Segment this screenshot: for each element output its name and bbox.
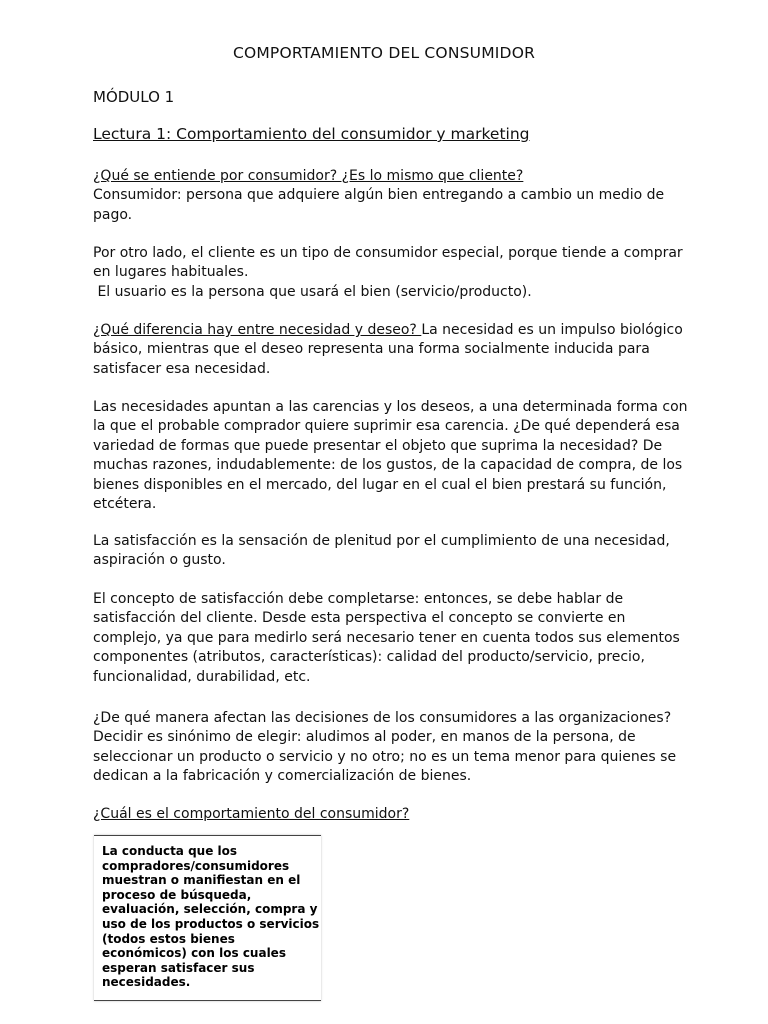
behavior-question-block: [93, 805, 693, 824]
consumer-question: ¿Qué se entiende por consumidor? ¿Es lo mismo que cliente?: [93, 168, 524, 184]
paragraph-line: etcétera.: [93, 496, 157, 513]
concept-paragraph: [93, 590, 693, 687]
paragraph-line: Decidir es sinónimo de elegir: aludimos al poder, en manos de la persona, de: [93, 729, 636, 746]
paragraph-line: [93, 321, 693, 340]
client-definition-block: [93, 244, 693, 302]
paragraph-line: bienes disponibles en el mercado, del lugar en el cual el bien prestará su función,: [93, 476, 667, 493]
paragraph-line: componentes (atributos, características): calidad del producto/servicio, precio,: [93, 649, 645, 666]
document-title: COMPORTAMIENTO DEL CONSUMIDOR: [232, 44, 536, 62]
paragraph-line: El concepto de satisfacción debe completarse: entonces, se debe hablar de: [93, 591, 624, 607]
paragraph-line: complejo, ya que para medirlo será necesario tener en cuenta todos sus elementos: [93, 629, 680, 646]
quote-line: La conducta que los: [102, 844, 238, 858]
paragraph-line: Consumidor: persona que adquiere algún bien entregando a cambio un medio de: [93, 187, 665, 204]
paragraph-line: pago.: [93, 206, 133, 223]
paragraph-line: ¿De qué manera afectan las decisiones de los consumidores a las organizaciones?: [93, 710, 672, 726]
satisfaction-paragraph: [93, 532, 693, 571]
paragraph-line: aspiración o gusto.: [93, 552, 226, 569]
definition-quote-box: [94, 835, 321, 1001]
quote-text: [102, 844, 319, 990]
paragraph-line: básico, mientras que el deseo representa una forma socialmente inducida para: [93, 341, 650, 358]
need-desire-block: [93, 321, 693, 379]
behavior-question: ¿Cuál es el comportamiento del consumidor?: [93, 806, 410, 822]
paragraph-line: en lugares habituales.: [93, 264, 249, 281]
decisions-paragraph: [93, 709, 693, 787]
paragraph-line: funcionalidad, durabilidad, etc.: [93, 668, 311, 685]
quote-line: uso de los productos o servicios: [102, 916, 320, 931]
paragraph-line: El usuario es la persona que usará el bien (servicio/producto).: [93, 283, 532, 300]
paragraph-line: la que el probable comprador quiere suprimir esa carencia. ¿De qué dependerá esa: [93, 418, 680, 435]
paragraph-line: seleccionar un producto o servicio y no otro; no es un tema menor para quienes se: [93, 748, 677, 765]
paragraph-line: muchas razones, indudablemente: de los gustos, de la capacidad de compra, de los: [93, 457, 683, 474]
need-answer: La necesidad es un impulso biológico: [421, 322, 683, 338]
quote-line: evaluación, selección, compra y: [102, 902, 318, 917]
lecture-heading: Lectura 1: Comportamiento del consumidor y marketing: [93, 125, 530, 143]
quote-line: proceso de búsqueda,: [102, 887, 252, 902]
needs-paragraph: [93, 398, 693, 514]
quote-line: (todos estos bienes: [102, 931, 235, 946]
paragraph-line: Por otro lado, el cliente es un tipo de consumidor especial, porque tiende a comprar: [93, 245, 683, 261]
quote-line: económicos) con los cuales: [102, 946, 286, 961]
quote-line: compradores/consumidores: [102, 858, 290, 873]
quote-line: esperan satisfacer sus: [102, 960, 255, 975]
quote-line: necesidades.: [102, 975, 191, 990]
paragraph-line: La satisfacción es la sensación de plenitud por el cumplimiento de una necesidad,: [93, 533, 670, 549]
paragraph-line: dedican a la fabricación y comercialización de bienes.: [93, 768, 472, 785]
need-question: ¿Qué diferencia hay entre necesidad y deseo?: [93, 322, 422, 338]
paragraph-line: Las necesidades apuntan a las carencias y los deseos, a una determinada forma con: [93, 399, 688, 415]
paragraph-line: satisfacción del cliente. Desde esta perspectiva el concepto se convierte en: [93, 610, 626, 627]
paragraph-line: variedad de formas que puede presentar el objeto que suprima la necesidad? De: [93, 437, 663, 454]
quote-line: muestran o manifiestan en el: [102, 873, 301, 888]
consumer-definition-block: [93, 167, 693, 225]
paragraph-line: satisfacer esa necesidad.: [93, 360, 271, 377]
module-heading: MÓDULO 1: [93, 88, 175, 106]
